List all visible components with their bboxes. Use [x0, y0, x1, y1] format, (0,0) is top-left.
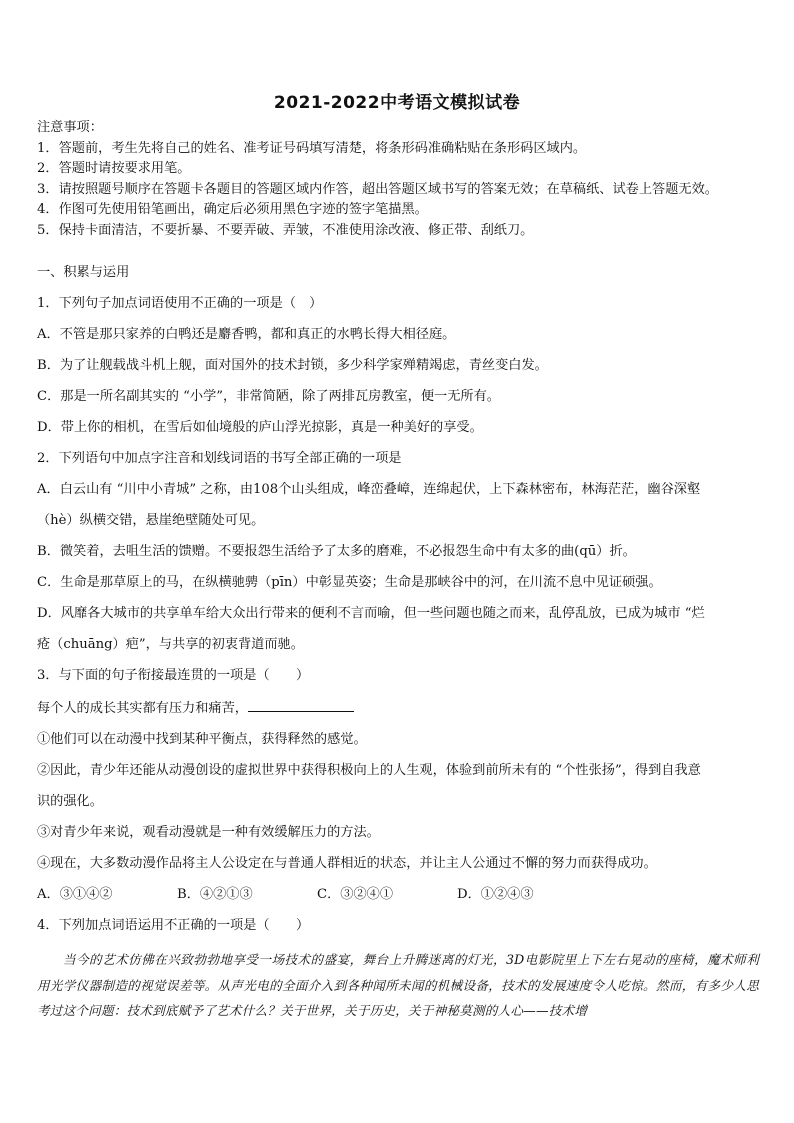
question-3-choice-b: B．④②①③: [177, 887, 253, 902]
question-1-option-b: B．为了让舰载战斗机上舰，面对国外的技术封锁，多少科学家殚精竭虑，青丝变白发。: [37, 358, 548, 373]
section-heading: 一、积累与运用: [37, 265, 130, 280]
question-2-option-a-line2: （hè）纵横交错，悬崖绝壁随处可见。: [37, 513, 265, 528]
question-3-sentence-4: ④现在，大多数动漫作品将主人公设定在与普通人群相近的状态，并让主人公通过不懈的努力而获得成功。: [37, 856, 657, 871]
question-2-option-c: C．生命是那草原上的马，在纵横驰骋（pīn）中彰显英姿；生命是那峡谷中的河，在川流不息中见证硕强。: [37, 575, 662, 590]
question-3-sentence-2-line1: ②因此，青少年还能从动漫创设的虚拟世界中获得积极向上的人生观，体验到前所未有的 “个性张扬”，得到自我意: [37, 763, 701, 778]
exam-title: 2021-2022中考语文模拟试卷: [273, 93, 521, 113]
question-2-stem: 2．下列语句中加点字注音和划线词语的书写全部正确的一项是: [37, 451, 402, 466]
question-2-option-d-line1: D．风靡各大城市的共享单车给大众出行带来的便利不言而喻，但一些问题也随之而来，乱停乱放，已成为城市 “烂: [37, 606, 705, 621]
question-3-lead-text: 每个人的成长其实都有压力和痛苦，: [37, 701, 248, 716]
question-4-stem: 4．下列加点词语运用不正确的一项是（ ）: [37, 918, 310, 933]
question-3-choices: [37, 885, 759, 906]
question-3-sentence-1: ①他们可以在动漫中找到某种平衡点，获得释然的感觉。: [37, 732, 367, 747]
question-3-choice-c: C．③②④①: [317, 887, 394, 902]
notice-item-1: 1．答题前，考生先将自己的姓名、准考证号码填写清楚，将条形码准确粘贴在条形码区域内。: [37, 140, 587, 156]
notice-item-5: 5．保持卡面清洁，不要折暴、不要弄破、弄皱，不准使用涂改液、修正带、刮纸刀。: [37, 222, 534, 238]
question-1-option-c: C．那是一所名副其实的 “小学”，非常简陋，除了两排瓦房教室，便一无所有。: [37, 389, 500, 404]
section-gap: [37, 241, 759, 263]
question-1-stem: 1．下列句子加点词语使用不正确的一项是（ ）: [37, 296, 323, 311]
question-3-choice-a: A．③①④②: [37, 887, 113, 902]
question-3-lead: [37, 697, 759, 720]
question-3-stem: 3．与下面的句子衔接最连贯的一项是（ ）: [37, 668, 310, 683]
answer-blank: [248, 697, 354, 712]
notice-item-4: 4．作图可先使用铅笔画出，确定后必须用黑色字迹的签字笔描黑。: [37, 202, 428, 217]
notice-heading: 注意事项：: [37, 120, 103, 135]
question-2-option-a-line1: A．白云山有 “川中小青城” 之称，由108个山头组成，峰峦叠嶂，连绵起伏，上下森林密布，林海茫茫，幽谷深壑: [37, 482, 701, 497]
question-2-option-b: B．微笑着，去咀生活的馈赠。不要报怨生活给予了太多的磨难，不必报怨生命中有太多的曲(qū）折。: [37, 544, 636, 559]
notice-item-2: 2．答题时请按要求用笔。: [37, 161, 191, 176]
question-4-passage: 当今的艺术仿佛在兴致勃勃地享受一场技术的盛宴，舞台上升腾迷离的灯光，3D电影院里上下左右晃动的座椅，魔术师利用光学仪器制造的视觉误差等。从声光电的全面介入到各种闻所未闻的机械设备，技术的发展速度令人吃惊。然而，有多少人思考过这个问题：技术到底赋予了艺术什么？关于世界，关于历史，关于神秘莫测的人心——技术增: [37, 952, 759, 1018]
question-3-sentence-3: ③对青少年来说，观看动漫就是一种有效缓解压力的方法。: [37, 825, 380, 840]
notice-item-3: 3．请按照题号顺序在答题卡各题目的答题区域内作答，超出答题区域书写的答案无效；在草稿纸、试卷上答题无效。: [37, 181, 718, 197]
question-3-choice-d: D．①②④③: [457, 887, 534, 902]
question-3-sentence-2-line2: 识的强化。: [37, 794, 103, 809]
question-1-option-d: D．带上你的相机，在雪后如仙境般的庐山浮光掠影，真是一种美好的享受。: [37, 420, 483, 435]
exam-content: [37, 118, 759, 1024]
question-2-option-d-line2: 疮（chuāng）疤”，与共享的初衷背道而驰。: [37, 637, 304, 652]
question-1-option-a: A．不管是那只家养的白鸭还是麝香鸭，都和真正的水鸭长得大相径庭。: [37, 327, 456, 342]
